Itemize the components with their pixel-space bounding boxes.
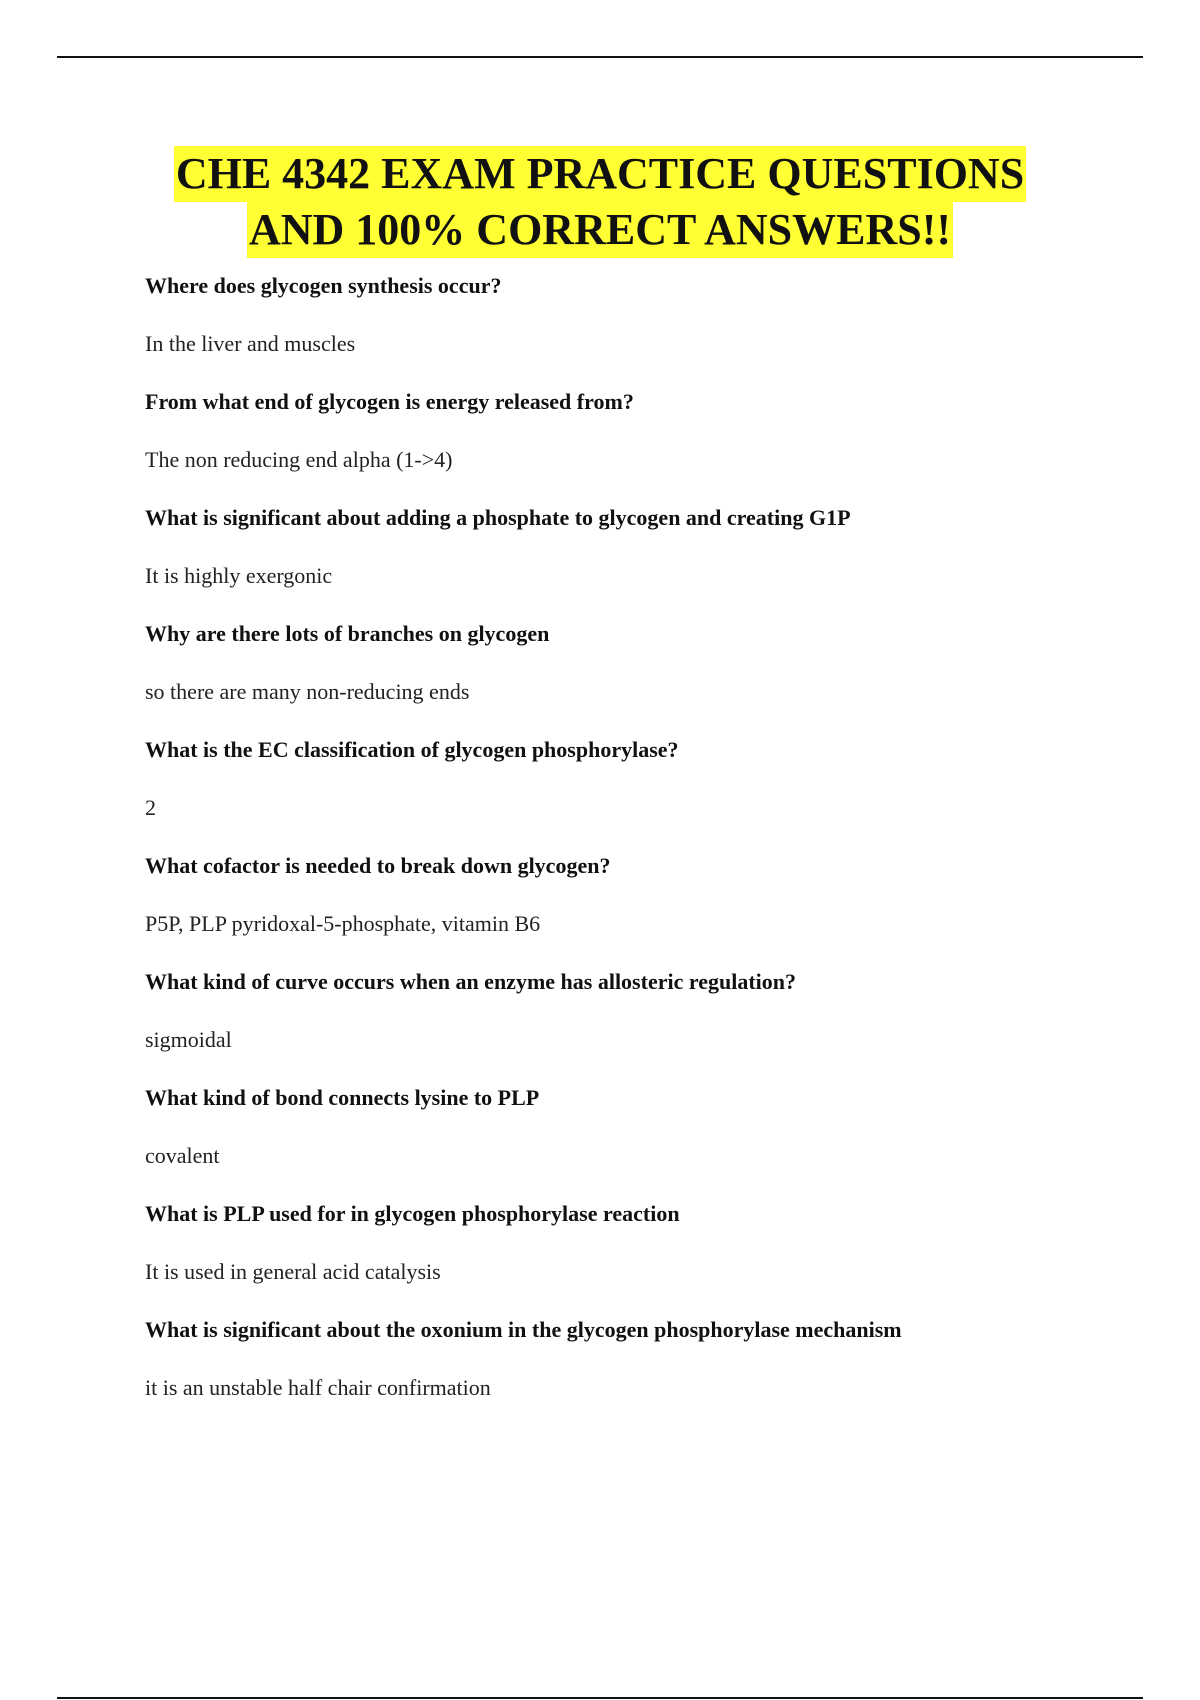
qa-item <box>145 1078 1125 1194</box>
qa-item <box>145 730 1125 846</box>
answer-text: It is highly exergonic <box>145 563 333 588</box>
qa-item <box>145 846 1125 962</box>
top-rule <box>57 56 1143 58</box>
bottom-rule <box>57 1697 1143 1699</box>
qa-item <box>145 962 1125 1078</box>
answer-text: it is an unstable half chair confirmation <box>145 1375 491 1400</box>
answer-text: so there are many non-reducing ends <box>145 679 470 704</box>
answer-text: In the liver and muscles <box>145 331 356 356</box>
question-text: What is PLP used for in glycogen phosphorylase reaction <box>145 1201 680 1226</box>
answer-text: covalent <box>145 1143 220 1168</box>
question-text: What is significant about adding a phosphate to glycogen and creating G1P <box>145 505 851 530</box>
question-text: Where does glycogen synthesis occur? <box>145 273 502 298</box>
document-title <box>0 146 1200 258</box>
qa-item <box>145 498 1125 614</box>
qa-item <box>145 266 1125 382</box>
qa-item <box>145 614 1125 730</box>
question-text: From what end of glycogen is energy released from? <box>145 389 634 414</box>
question-text: Why are there lots of branches on glycogen <box>145 621 550 646</box>
qa-item <box>145 1194 1125 1310</box>
question-text: What kind of curve occurs when an enzyme has allosteric regulation? <box>145 969 797 994</box>
question-text: What kind of bond connects lysine to PLP <box>145 1085 540 1110</box>
qa-item <box>145 1310 1125 1426</box>
answer-text: 2 <box>145 795 156 820</box>
question-text: What cofactor is needed to break down glycogen? <box>145 853 611 878</box>
question-text: What is the EC classification of glycogen phosphorylase? <box>145 737 679 762</box>
qa-list <box>145 266 1125 1426</box>
answer-text: sigmoidal <box>145 1027 232 1052</box>
title-line-2: AND 100% CORRECT ANSWERS!! <box>247 202 953 258</box>
answer-text: The non reducing end alpha (1->4) <box>145 447 453 472</box>
question-text: What is significant about the oxonium in the glycogen phosphorylase mechanism <box>145 1317 902 1342</box>
qa-item <box>145 382 1125 498</box>
title-line-1: CHE 4342 EXAM PRACTICE QUESTIONS <box>174 146 1026 202</box>
answer-text: It is used in general acid catalysis <box>145 1259 441 1284</box>
answer-text: P5P, PLP pyridoxal-5-phosphate, vitamin B6 <box>145 911 541 936</box>
